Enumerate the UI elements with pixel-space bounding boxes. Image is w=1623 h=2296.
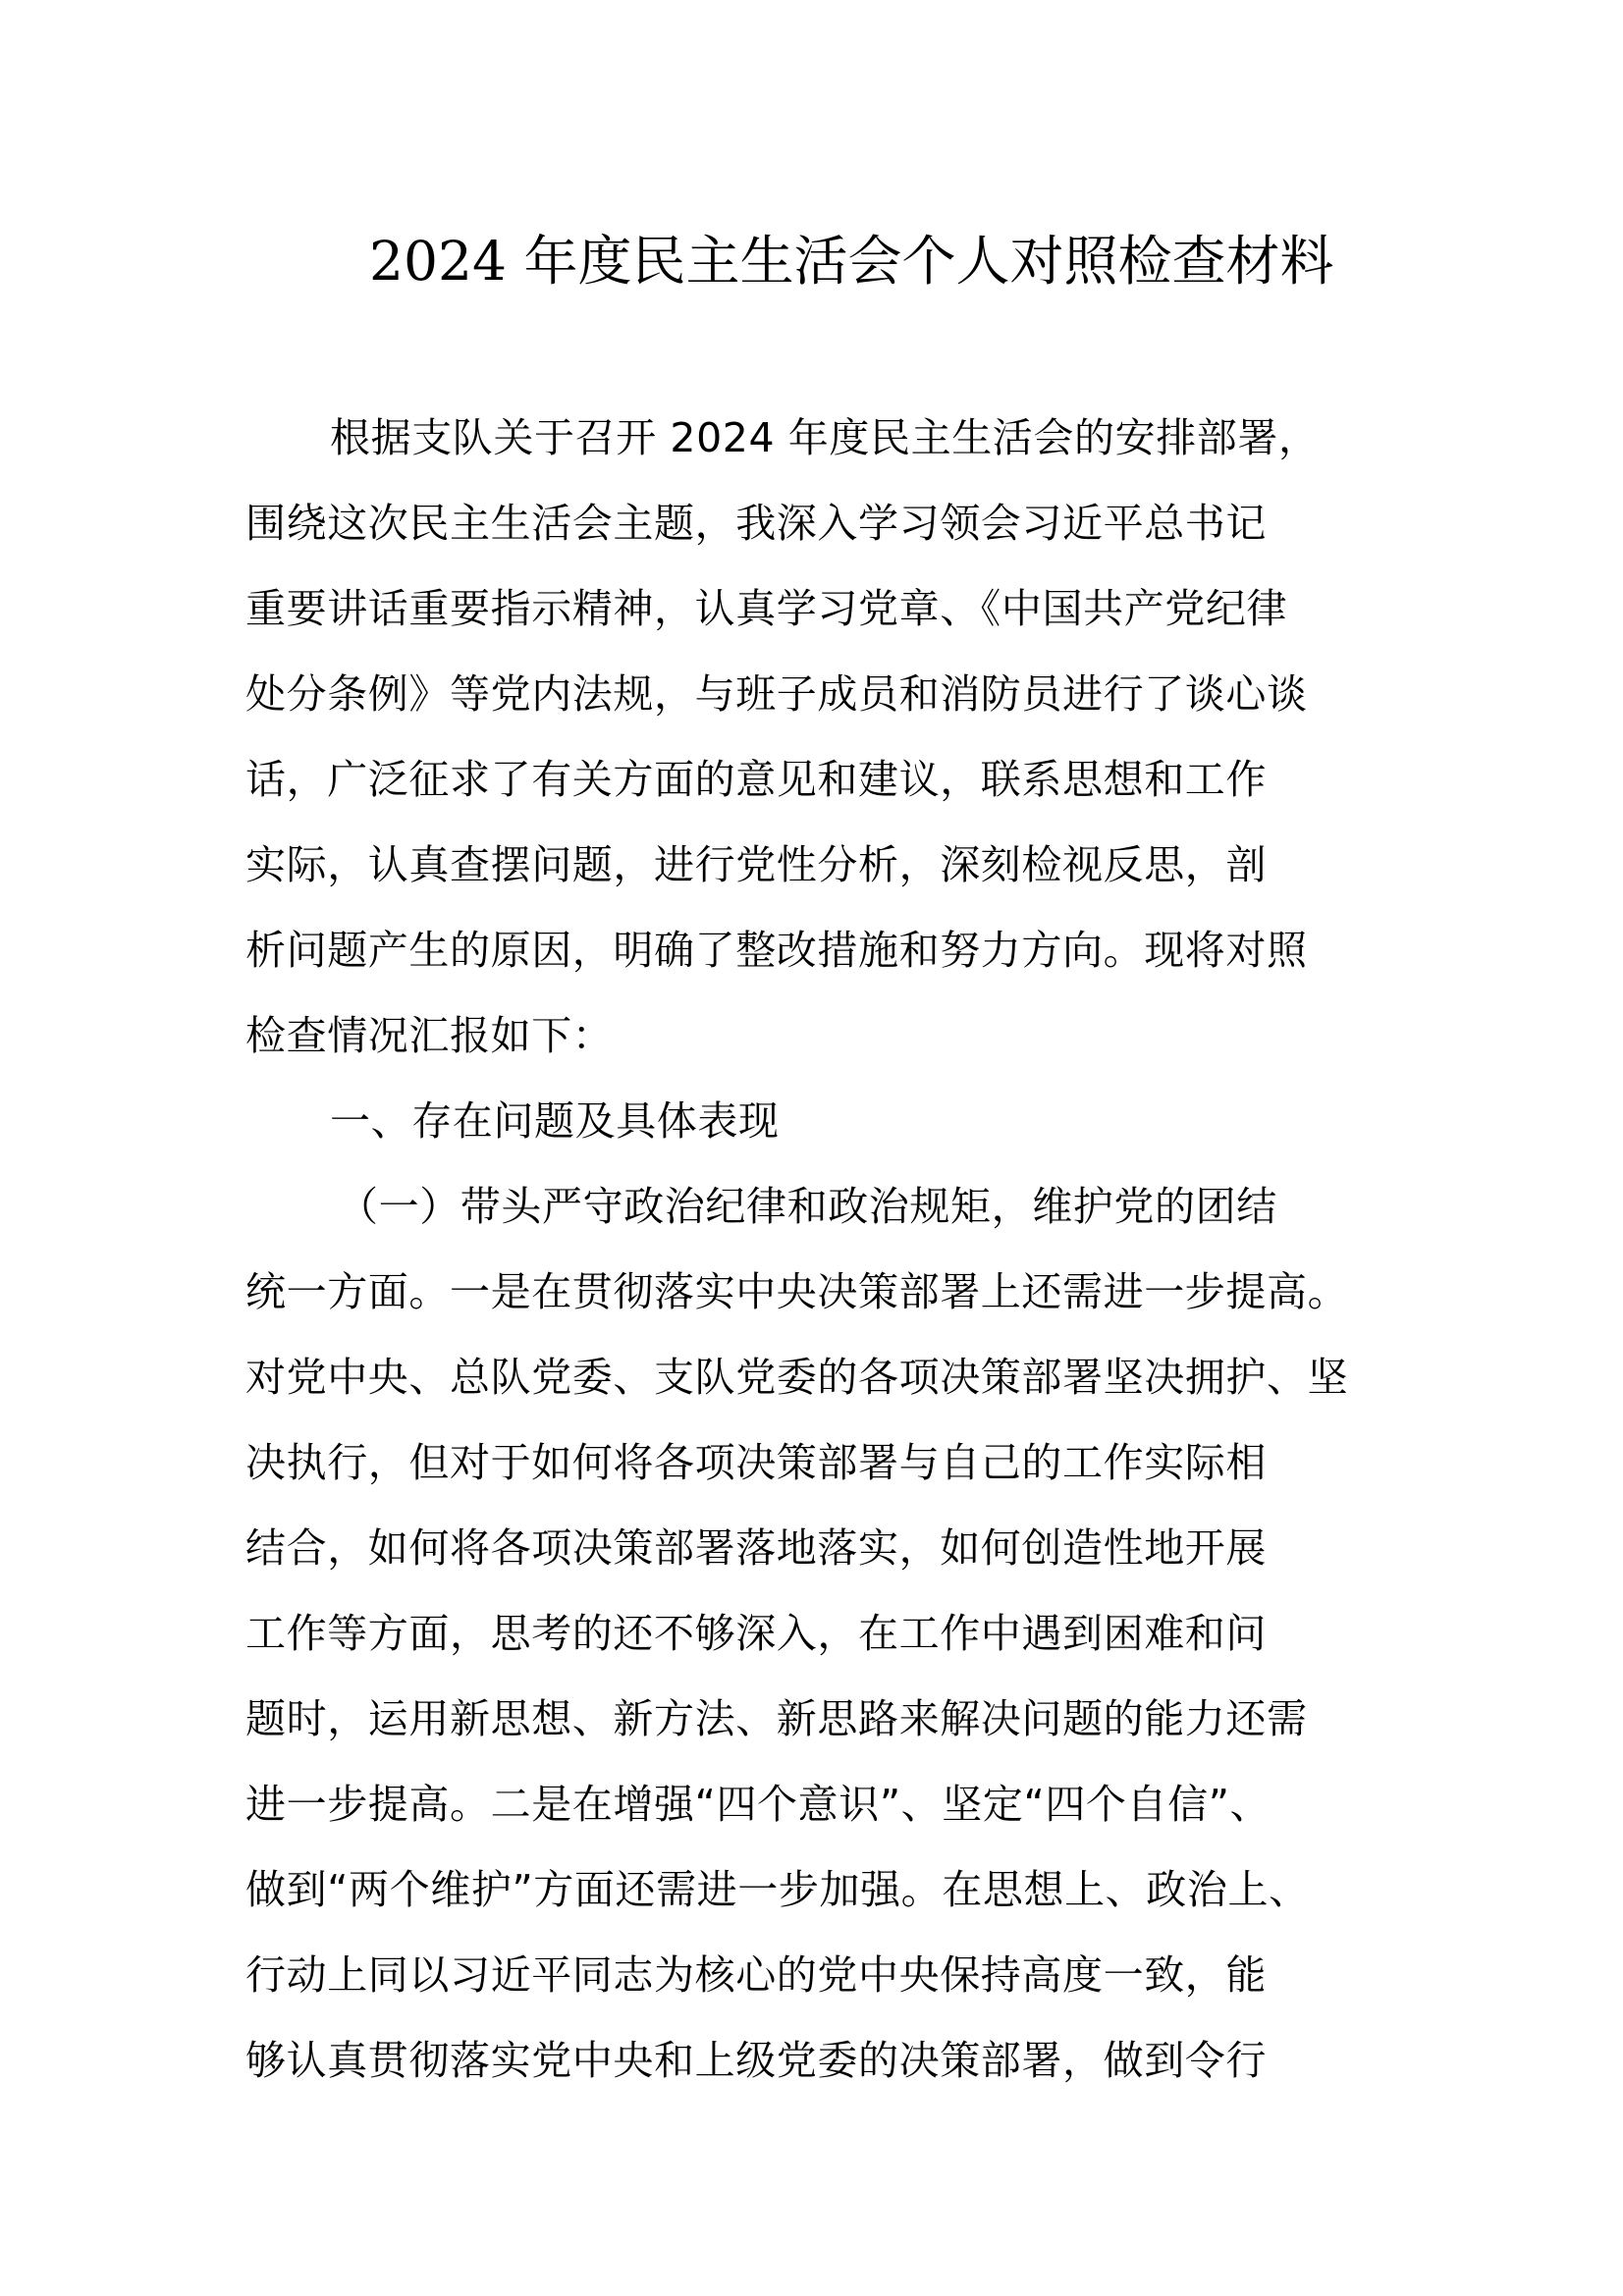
- paragraph-line: 行动上同以习近平同志为核心的党中央保持高度一致，能: [245, 1951, 1267, 1999]
- paragraph-intro-line: 析问题产生的原因，明确了整改措施和努力方向。现将对照: [245, 927, 1308, 974]
- paragraph-line: 统一方面。一是在贯彻落实中央决策部署上还需进一步提高。: [245, 1268, 1349, 1315]
- subsection-heading-line: （一）带头严守政治纪律和政治规矩，维护党的团结: [338, 1183, 1277, 1230]
- paragraph-intro-line: 重要讲话重要指示精神，认真学习党章、《中国共产党纪律: [245, 585, 1288, 632]
- paragraph-line: 对党中央、总队党委、支队党委的各项决策部署坚决拥护、坚: [245, 1354, 1349, 1401]
- paragraph-line: 结合，如何将各项决策部署落地落实，如何创造性地开展: [245, 1524, 1267, 1572]
- paragraph-intro-line: 围绕这次民主生活会主题，我深入学习领会习近平总书记: [245, 500, 1267, 547]
- paragraph-line: 工作等方面，思考的还不够深入，在工作中遇到困难和问: [245, 1610, 1267, 1657]
- paragraph-line: 决执行，但对于如何将各项决策部署与自己的工作实际相: [245, 1439, 1267, 1486]
- paragraph-line: 够认真贯彻落实党中央和上级党委的决策部署，做到令行: [245, 2037, 1267, 2084]
- paragraph-intro-line: 话，广泛征求了有关方面的意见和建议，联系思想和工作: [245, 756, 1267, 803]
- paragraph-intro-line: 根据支队关于召开 2024 年度民主生活会的安排部署，: [330, 414, 1320, 461]
- document-title: 2024 年度民主生活会个人对照检查材料: [369, 230, 1334, 293]
- paragraph-line: 做到“两个维护”方面还需进一步加强。在思想上、政治上、: [245, 1866, 1310, 1913]
- paragraph-intro-line: 处分条例》等党内法规，与班子成员和消防员进行了谈心谈: [245, 670, 1308, 718]
- section-heading: 一、存在问题及具体表现: [330, 1097, 780, 1145]
- paragraph-intro-line: 检查情况汇报如下：: [245, 1012, 614, 1059]
- paragraph-intro-line: 实际，认真查摆问题，进行党性分析，深刻检视反思，剖: [245, 841, 1267, 888]
- paragraph-line: 题时，运用新思想、新方法、新思路来解决问题的能力还需: [245, 1695, 1308, 1742]
- document-body: [245, 396, 1394, 2104]
- paragraph-line: 进一步提高。二是在增强“四个意识”、坚定“四个自信”、: [245, 1781, 1271, 1828]
